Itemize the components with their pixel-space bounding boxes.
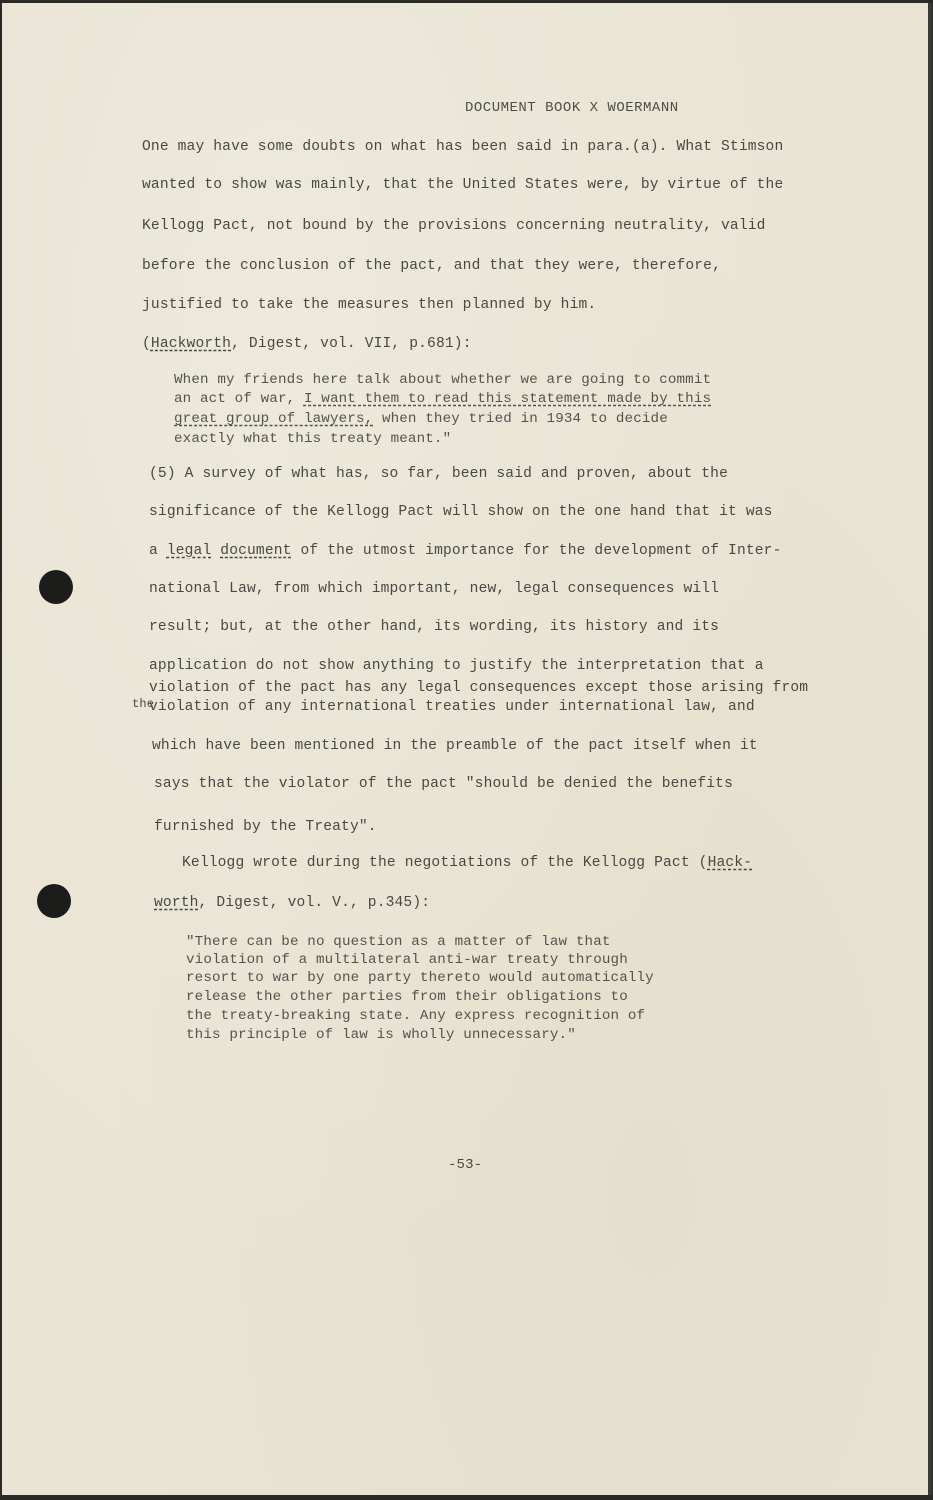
section5-underlined: legal: [166, 543, 212, 559]
section5-line: which have been mentioned in the preamble of the pact itself when it: [152, 738, 758, 754]
kellogg-text: Kellogg wrote during the negotiations of the Kellogg Pact (: [182, 855, 708, 871]
kellogg-underlined: worth: [154, 895, 199, 911]
citation-open: (: [142, 336, 151, 352]
kellogg-line: [182, 855, 752, 871]
section5-text: a: [149, 543, 167, 559]
quote-line: [174, 391, 711, 407]
section5-line: violation of the pact has any legal consequences except those arising from: [149, 680, 809, 696]
kellogg-underlined: Hack-: [707, 855, 753, 871]
quote-underlined-text: great group of lawyers,: [174, 411, 374, 427]
document-page: [2, 3, 932, 1495]
section5-line: (5) A survey of what has, so far, been said and proven, about the: [149, 466, 728, 482]
paragraph-line: Kellogg Pact, not bound by the provisions concerning neutrality, valid: [142, 218, 766, 234]
section5-line: [149, 543, 781, 559]
citation-author: Hackworth: [150, 336, 232, 352]
kellogg-text: , Digest, vol. V., p.345):: [198, 895, 431, 911]
section5-line: result; but, at the other hand, its wording, its history and its: [149, 619, 720, 635]
section5-line: significance of the Kellogg Pact will show on the one hand that it was: [149, 504, 773, 520]
paragraph-line: wanted to show was mainly, that the United States were, by virtue of the: [142, 177, 784, 193]
section5-line: says that the violator of the pact "should be denied the benefits: [154, 776, 733, 792]
punch-hole-icon: [37, 884, 71, 918]
quote2-line: "There can be no question as a matter of law that: [186, 934, 611, 950]
citation-rest: , Digest, vol. VII, p.681):: [231, 336, 472, 352]
section5-text: [211, 543, 220, 559]
quote-text: when they tried in 1934 to decide: [373, 411, 668, 427]
quote-underlined-text: I want them to read this statement made by this: [303, 391, 712, 407]
quote-line: [174, 411, 668, 427]
punch-hole-icon: [39, 570, 73, 604]
paragraph-line: justified to take the measures then planned by him.: [142, 297, 597, 313]
section5-underlined: document: [220, 543, 292, 559]
section5-line: violation of any international treaties under international law, and: [149, 699, 755, 715]
quote-text: an act of war,: [174, 391, 304, 407]
section5-line: national Law, from which important, new, legal consequences will: [149, 581, 720, 597]
section5-line: furnished by the Treaty".: [154, 819, 377, 835]
quote2-line: release the other parties from their obligations to: [186, 989, 628, 1005]
quote2-line: violation of a multilateral anti-war treaty through: [186, 952, 628, 968]
quote-line: exactly what this treaty meant.": [174, 431, 452, 447]
quote2-line: this principle of law is wholly unnecessary.": [186, 1027, 576, 1043]
quote2-line: the treaty-breaking state. Any express recognition of: [186, 1008, 646, 1024]
paragraph-line: before the conclusion of the pact, and that they were, therefore,: [142, 258, 721, 274]
page-number: -53-: [448, 1157, 483, 1173]
document-header: DOCUMENT BOOK X WOERMANN: [465, 100, 679, 116]
section5-text: of the utmost importance for the development of Inter-: [291, 543, 782, 559]
quote-line: When my friends here talk about whether we are going to commit: [174, 372, 712, 388]
kellogg-line: [154, 895, 430, 911]
paragraph-line: One may have some doubts on what has been said in para.(a). What Stimson: [142, 139, 784, 155]
citation-hackworth-vii: [142, 336, 472, 352]
margin-note: the: [132, 697, 155, 711]
section5-line: application do not show anything to justify the interpretation that a: [149, 658, 764, 674]
quote2-line: resort to war by one party thereto would automatically: [186, 970, 654, 986]
